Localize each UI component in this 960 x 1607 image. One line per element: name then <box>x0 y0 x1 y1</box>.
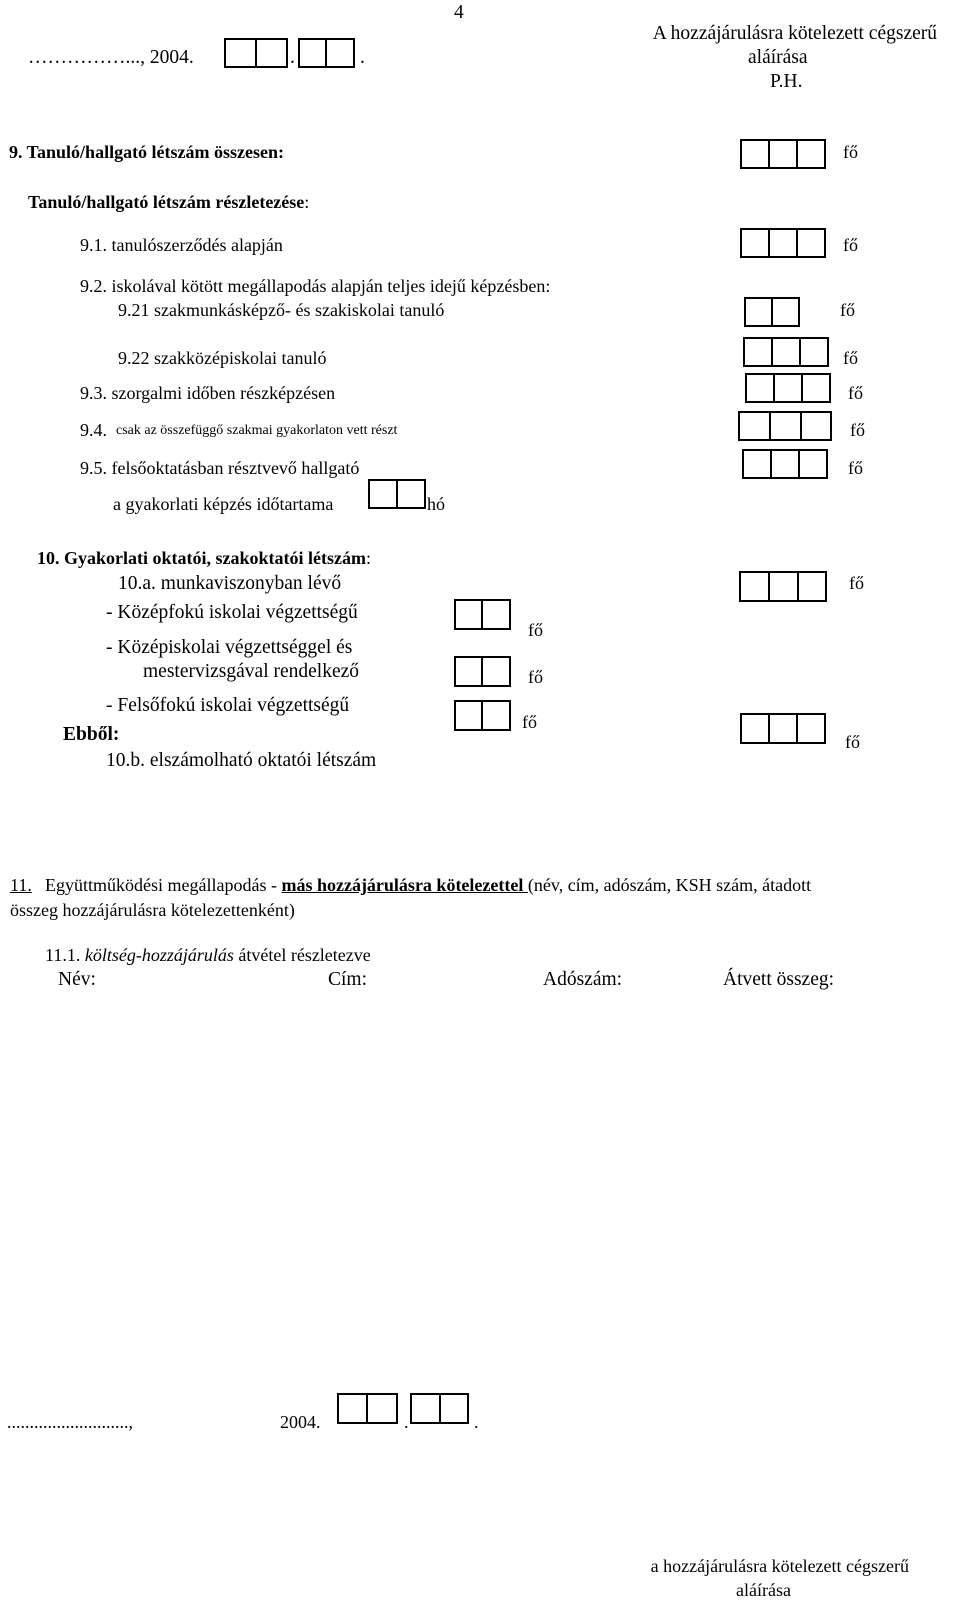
footer-sep: . <box>474 1412 479 1432</box>
footer-date-dots: ..........................., <box>7 1412 133 1432</box>
unit-label: fő <box>845 732 860 752</box>
ebbol-label: Ebből: <box>63 724 120 745</box>
digit-box[interactable] <box>801 373 831 403</box>
digit-box[interactable] <box>743 337 773 367</box>
unit-label: fő <box>840 300 855 320</box>
unit-label: fő <box>522 712 537 732</box>
sub-secondary-education: - Középfokú iskolai végzettségű <box>106 602 358 623</box>
column-name: Név: <box>58 969 96 990</box>
header-sep: . <box>290 47 295 68</box>
footer-month-boxes[interactable] <box>337 1393 398 1424</box>
digit-box[interactable] <box>771 297 800 327</box>
section10-title: 10. Gyakorlati oktatói, szakoktatói létszám: <box>37 548 371 568</box>
unit-label: fő <box>850 420 865 440</box>
sub-secondary-boxes[interactable] <box>454 599 511 630</box>
digit-box[interactable] <box>396 479 426 509</box>
digit-box[interactable] <box>454 700 483 731</box>
sub-higher-education: - Felsőfokú iskolai végzettségű <box>106 695 350 716</box>
duration-label: a gyakorlati képzés időtartama <box>113 494 334 514</box>
item-9-4-boxes[interactable] <box>738 411 832 441</box>
digit-box[interactable] <box>738 411 771 441</box>
digit-box[interactable] <box>769 411 802 441</box>
digit-box[interactable] <box>454 656 483 687</box>
digit-box[interactable] <box>768 139 798 169</box>
unit-label: fő <box>843 235 858 255</box>
digit-box[interactable] <box>768 571 799 602</box>
item-10-b: 10.b. elszámolható oktatói létszám <box>106 750 377 771</box>
section11-title: Együttműködési megállapodás - más hozzájárulásra kötelezettel (név, cím, adószám, KSH szám, átadott <box>45 875 812 895</box>
digit-box[interactable] <box>325 38 355 68</box>
unit-label: fő <box>848 458 863 478</box>
digit-box[interactable] <box>368 479 398 509</box>
sub-master-boxes[interactable] <box>454 656 511 687</box>
digit-box[interactable] <box>768 713 798 744</box>
item-9-2: 9.2. iskolával kötött megállapodás alapján teljes idejű képzésben: <box>80 276 551 296</box>
item-9-22-boxes[interactable] <box>743 337 829 367</box>
digit-box[interactable] <box>798 449 828 479</box>
section11-title-2: összeg hozzájárulásra kötelezettenként) <box>10 900 295 920</box>
digit-box[interactable] <box>739 571 770 602</box>
column-address: Cím: <box>328 969 368 990</box>
item-9-22: 9.22 szakközépiskolai tanuló <box>118 348 327 368</box>
digit-box[interactable] <box>337 1393 368 1424</box>
digit-box[interactable] <box>481 599 511 630</box>
digit-box[interactable] <box>740 713 770 744</box>
footer-signature-label-2: aláírása <box>736 1580 791 1600</box>
digit-box[interactable] <box>770 449 800 479</box>
column-amount: Átvett összeg: <box>723 969 835 990</box>
item-10-b-boxes[interactable] <box>740 713 826 744</box>
digit-box[interactable] <box>410 1393 441 1424</box>
section9-total-boxes[interactable] <box>740 139 826 169</box>
unit-label: fő <box>843 142 858 162</box>
digit-box[interactable] <box>771 337 801 367</box>
digit-box[interactable] <box>224 38 257 68</box>
sub-master-exam-1: - Középiskolai végzettséggel és <box>106 637 353 658</box>
section9-title: 9. Tanuló/hallgató létszám összesen: <box>9 142 285 162</box>
section11-number: 11. <box>10 875 32 895</box>
digit-box[interactable] <box>768 228 798 258</box>
digit-box[interactable] <box>366 1393 398 1424</box>
unit-label: fő <box>843 348 858 368</box>
unit-label: fő <box>528 620 543 640</box>
page-number: 4 <box>454 2 464 23</box>
footer-day-boxes[interactable] <box>410 1393 469 1424</box>
digit-box[interactable] <box>744 297 773 327</box>
footer-year: 2004. <box>280 1412 321 1432</box>
sub-master-exam-2: mestervizsgával rendelkező <box>143 661 360 682</box>
digit-box[interactable] <box>481 700 511 731</box>
unit-label: fő <box>849 573 864 593</box>
item-9-5-boxes[interactable] <box>742 449 828 479</box>
unit-label: fő <box>528 667 543 687</box>
footer-signature-label: a hozzájárulásra kötelezett cégszerű <box>650 1556 909 1576</box>
digit-box[interactable] <box>439 1393 469 1424</box>
digit-box[interactable] <box>773 373 803 403</box>
ph-label: P.H. <box>770 71 803 92</box>
signature-label-2: aláírása <box>748 47 808 68</box>
digit-box[interactable] <box>481 656 511 687</box>
digit-box[interactable] <box>796 139 826 169</box>
item-9-1: 9.1. tanulószerződés alapján <box>80 235 283 255</box>
digit-box[interactable] <box>740 228 770 258</box>
item-9-3-boxes[interactable] <box>745 373 831 403</box>
digit-box[interactable] <box>740 139 770 169</box>
digit-box[interactable] <box>800 411 832 441</box>
header-date-text: ……………..., 2004. <box>28 47 194 68</box>
item-9-21-boxes[interactable] <box>744 297 800 327</box>
digit-box[interactable] <box>799 337 829 367</box>
header-day-boxes[interactable] <box>298 38 355 68</box>
item-10-a: 10.a. munkaviszonyban lévő <box>118 573 342 594</box>
digit-box[interactable] <box>796 228 826 258</box>
unit-ho-label: hó <box>427 494 445 514</box>
duration-boxes[interactable] <box>368 479 426 509</box>
item-9-3: 9.3. szorgalmi időben részképzésen <box>80 383 336 403</box>
item-9-5: 9.5. felsőoktatásban résztvevő hallgató <box>80 458 360 478</box>
item-9-4-num: 9.4. <box>80 420 107 440</box>
section9-breakdown: Tanuló/hallgató létszám részletezése: <box>28 192 310 212</box>
digit-box[interactable] <box>742 449 772 479</box>
digit-box[interactable] <box>298 38 327 68</box>
digit-box[interactable] <box>745 373 775 403</box>
item-10-a-boxes[interactable] <box>739 571 827 602</box>
header-month-boxes[interactable] <box>224 38 288 68</box>
digit-box[interactable] <box>454 599 483 630</box>
sub-higher-boxes[interactable] <box>454 700 511 731</box>
footer-sep: . <box>404 1412 409 1432</box>
header-sep: . <box>360 47 365 68</box>
signature-label: A hozzájárulásra kötelezett cégszerű <box>652 23 937 44</box>
section11-1: 11.1. költség-hozzájárulás átvétel részletezve <box>45 945 371 965</box>
unit-label: fő <box>848 383 863 403</box>
digit-box[interactable] <box>796 713 826 744</box>
digit-box[interactable] <box>797 571 827 602</box>
item-9-21: 9.21 szakmunkásképző- és szakiskolai tanuló <box>118 300 445 320</box>
digit-box[interactable] <box>255 38 288 68</box>
item-9-1-boxes[interactable] <box>740 228 826 258</box>
column-tax-number: Adószám: <box>543 969 623 990</box>
item-9-4-text: csak az összefüggő szakmai gyakorlaton vett részt <box>116 423 398 438</box>
